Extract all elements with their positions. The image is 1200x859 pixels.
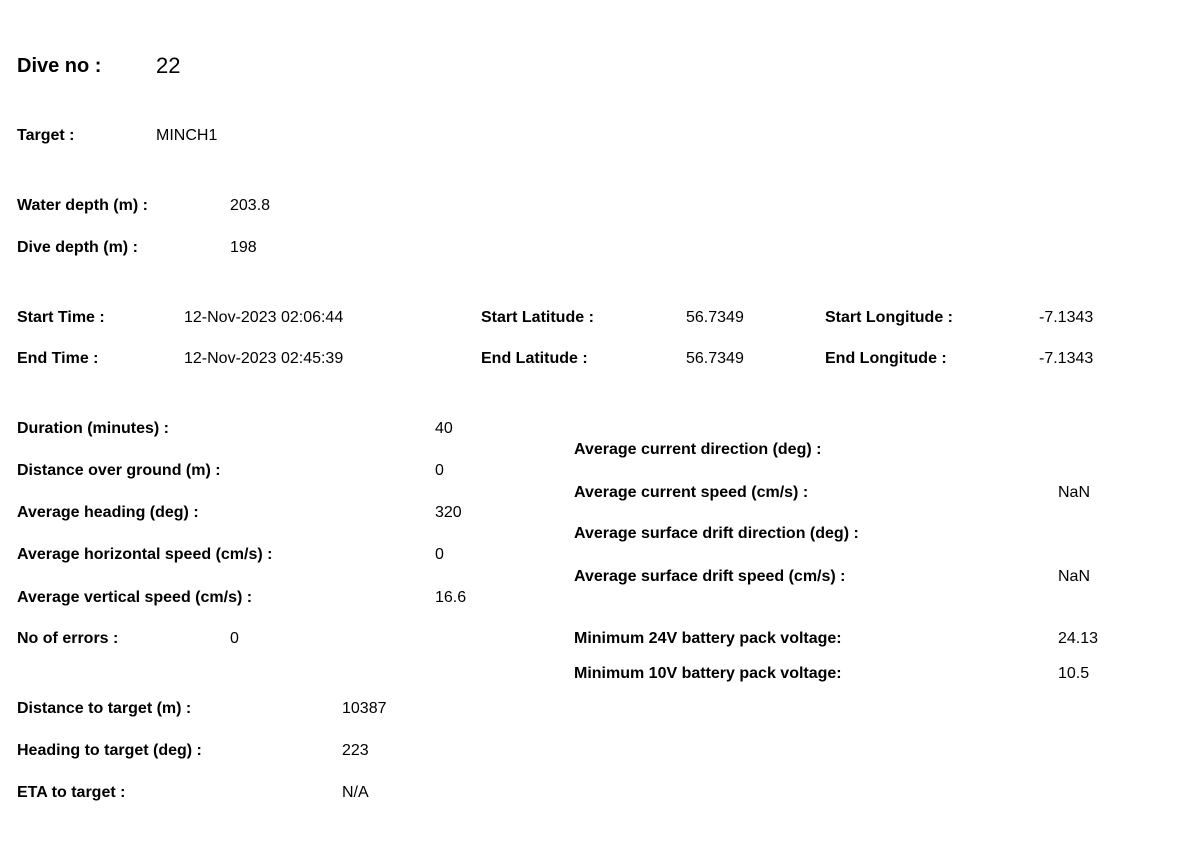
eta-to-target-value: N/A <box>342 784 369 801</box>
start-longitude-value: -7.1343 <box>1039 309 1094 326</box>
distance-to-target-label: Distance to target (m) : <box>17 700 192 717</box>
min-24v-battery-value: 24.13 <box>1058 630 1099 647</box>
min-10v-battery-value: 10.5 <box>1058 665 1090 682</box>
average-horizontal-speed-value: 0 <box>435 546 444 563</box>
heading-to-target-label: Heading to target (deg) : <box>17 742 202 759</box>
water-depth-value: 203.8 <box>230 197 271 214</box>
distance-to-target-value: 10387 <box>342 700 387 717</box>
errors-label: No of errors : <box>17 630 119 647</box>
average-horizontal-speed-label: Average horizontal speed (cm/s) : <box>17 546 273 563</box>
average-current-speed-label: Average current speed (cm/s) : <box>574 484 809 501</box>
average-surface-drift-direction-label: Average surface drift direction (deg) : <box>574 525 859 542</box>
eta-to-target-label: ETA to target : <box>17 784 126 801</box>
end-longitude-value: -7.1343 <box>1039 350 1094 367</box>
duration-label: Duration (minutes) : <box>17 420 169 437</box>
start-latitude-value: 56.7349 <box>686 309 744 326</box>
average-current-speed-value: NaN <box>1058 484 1091 501</box>
target-label: Target : <box>17 127 75 144</box>
end-latitude-label: End Latitude : <box>481 350 588 367</box>
end-longitude-label: End Longitude : <box>825 350 947 367</box>
distance-over-ground-value: 0 <box>435 462 444 479</box>
average-vertical-speed-label: Average vertical speed (cm/s) : <box>17 589 253 606</box>
end-time-value: 12-Nov-2023 02:45:39 <box>184 350 344 367</box>
average-vertical-speed-value: 16.6 <box>435 589 467 606</box>
dive-depth-label: Dive depth (m) : <box>17 239 138 256</box>
target-value: MINCH1 <box>156 127 218 144</box>
min-24v-battery-label: Minimum 24V battery pack voltage: <box>574 630 842 647</box>
errors-value: 0 <box>230 630 239 647</box>
average-heading-value: 320 <box>435 504 462 521</box>
average-heading-label: Average heading (deg) : <box>17 504 199 521</box>
distance-over-ground-label: Distance over ground (m) : <box>17 462 221 479</box>
average-surface-drift-speed-value: NaN <box>1058 568 1091 585</box>
dive-number-value: 22 <box>156 53 181 78</box>
start-latitude-label: Start Latitude : <box>481 309 594 326</box>
heading-to-target-value: 223 <box>342 742 369 759</box>
dive-number-label: Dive no : <box>17 55 102 77</box>
dive-depth-value: 198 <box>230 239 257 256</box>
average-current-direction-label: Average current direction (deg) : <box>574 441 822 458</box>
end-latitude-value: 56.7349 <box>686 350 744 367</box>
average-surface-drift-speed-label: Average surface drift speed (cm/s) : <box>574 568 846 585</box>
start-longitude-label: Start Longitude : <box>825 309 953 326</box>
start-time-label: Start Time : <box>17 309 105 326</box>
end-time-label: End Time : <box>17 350 99 367</box>
water-depth-label: Water depth (m) : <box>17 197 148 214</box>
min-10v-battery-label: Minimum 10V battery pack voltage: <box>574 665 842 682</box>
duration-value: 40 <box>435 420 453 437</box>
start-time-value: 12-Nov-2023 02:06:44 <box>184 309 344 326</box>
